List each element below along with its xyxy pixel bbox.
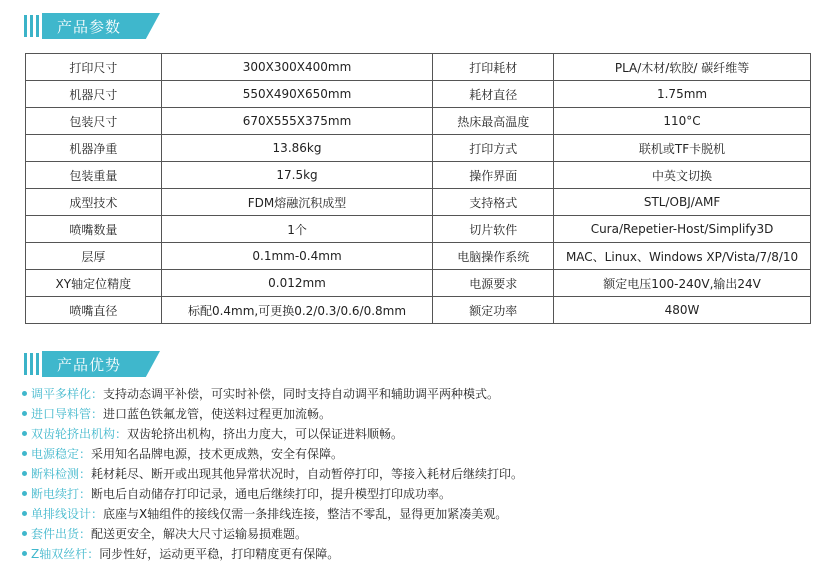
spec-label: 打印方式	[433, 135, 554, 162]
bullet-dot-icon	[22, 451, 27, 456]
spec-label: 机器净重	[26, 135, 162, 162]
feature-description: 双齿轮挤出机构，挤出力度大，可以保证进料顺畅。	[127, 427, 404, 441]
spec-section-title: 产品参数	[57, 18, 122, 36]
spec-label: 打印耗材	[433, 54, 554, 81]
list-item	[22, 484, 812, 504]
feature-description: 底座与X轴组件的接线仅需一条排线连接，整洁不零乱，显得更加紧凑美观。	[103, 507, 508, 521]
list-item	[22, 384, 812, 404]
header-bars-decoration	[24, 15, 44, 37]
spec-label: 热床最高温度	[433, 108, 554, 135]
feature-name: 双齿轮挤出机构：	[31, 427, 128, 441]
spec-value: 1个	[161, 216, 433, 243]
list-item	[22, 544, 812, 564]
spec-table	[25, 53, 811, 324]
spec-value: MAC、Linux、Windows XP/Vista/7/8/10	[554, 243, 811, 270]
spec-label: 打印尺寸	[26, 54, 162, 81]
feature-description: 断电后自动储存打印记录，通电后继续打印，提升模型打印成功率。	[91, 487, 452, 501]
spec-label: 成型技术	[26, 189, 162, 216]
spec-value: 联机或TF卡脱机	[554, 135, 811, 162]
spec-label: 包装尺寸	[26, 108, 162, 135]
spec-label: 切片软件	[433, 216, 554, 243]
table-row	[26, 216, 811, 243]
feature-description: 同步性好，运动更平稳，打印精度更有保障。	[99, 547, 340, 561]
table-row	[26, 243, 811, 270]
list-item	[22, 524, 812, 544]
table-row	[26, 189, 811, 216]
table-row	[26, 108, 811, 135]
bullet-dot-icon	[22, 411, 27, 416]
spec-label: 喷嘴直径	[26, 297, 162, 324]
bullet-dot-icon	[22, 511, 27, 516]
spec-label: 操作界面	[433, 162, 554, 189]
feature-description: 进口蓝色铁氟龙管，使送料过程更加流畅。	[103, 407, 332, 421]
spec-value: 0.1mm-0.4mm	[161, 243, 433, 270]
spec-value: 110°C	[554, 108, 811, 135]
spec-value: STL/OBJ/AMF	[554, 189, 811, 216]
table-row	[26, 135, 811, 162]
bullet-dot-icon	[22, 491, 27, 496]
feature-name: 单排线设计：	[31, 507, 104, 521]
list-item	[22, 444, 812, 464]
table-row	[26, 270, 811, 297]
feature-name: Z轴双丝杆：	[31, 547, 100, 561]
spec-value: 17.5kg	[161, 162, 433, 189]
spec-value: 0.012mm	[161, 270, 433, 297]
list-item	[22, 504, 812, 524]
list-item	[22, 404, 812, 424]
spec-label: 支持格式	[433, 189, 554, 216]
feature-name: 断料检测：	[31, 467, 92, 481]
spec-label: 层厚	[26, 243, 162, 270]
spec-label: 耗材直径	[433, 81, 554, 108]
feature-description: 采用知名品牌电源，技术更成熟，安全有保障。	[91, 447, 344, 461]
feature-description: 耗材耗尽、断开或出现其他异常状况时，自动暂停打印，等接入耗材后继续打印。	[91, 467, 524, 481]
list-item	[22, 464, 812, 484]
feature-name: 调平多样化：	[31, 387, 104, 401]
feature-name: 断电续打：	[31, 487, 92, 501]
feature-description: 配送更安全，解决大尺寸运输易损难题。	[91, 527, 308, 541]
spec-label: 电脑操作系统	[433, 243, 554, 270]
spec-value: 13.86kg	[161, 135, 433, 162]
bullet-dot-icon	[22, 551, 27, 556]
feature-name: 套件出货：	[31, 527, 92, 541]
spec-section-header	[24, 13, 164, 39]
feature-name: 进口导料管：	[31, 407, 104, 421]
bullet-dot-icon	[22, 431, 27, 436]
bullet-dot-icon	[22, 471, 27, 476]
spec-value: 1.75mm	[554, 81, 811, 108]
table-row	[26, 297, 811, 324]
bullet-dot-icon	[22, 531, 27, 536]
spec-label: 机器尺寸	[26, 81, 162, 108]
spec-label: 电源要求	[433, 270, 554, 297]
spec-value: 550X490X650mm	[161, 81, 433, 108]
features-list	[22, 384, 812, 564]
spec-value: 480W	[554, 297, 811, 324]
feature-name: 电源稳定：	[31, 447, 92, 461]
feature-description: 支持动态调平补偿，可实时补偿，同时支持自动调平和辅助调平两种模式。	[103, 387, 500, 401]
header-bars-decoration	[24, 353, 44, 375]
table-row	[26, 81, 811, 108]
spec-value: 标配0.4mm,可更换0.2/0.3/0.6/0.8mm	[161, 297, 433, 324]
spec-value: 中英文切换	[554, 162, 811, 189]
spec-label: 喷嘴数量	[26, 216, 162, 243]
spec-value: FDM熔融沉积成型	[161, 189, 433, 216]
spec-value: 300X300X400mm	[161, 54, 433, 81]
spec-value: 670X555X375mm	[161, 108, 433, 135]
spec-label: 包装重量	[26, 162, 162, 189]
features-section-title: 产品优势	[57, 356, 122, 374]
table-row	[26, 162, 811, 189]
list-item	[22, 424, 812, 444]
features-section-header	[24, 351, 164, 377]
table-row	[26, 54, 811, 81]
spec-label: 额定功率	[433, 297, 554, 324]
spec-table-body	[26, 54, 811, 324]
spec-value: PLA/木材/软胶/ 碳纤维等	[554, 54, 811, 81]
bullet-dot-icon	[22, 391, 27, 396]
spec-value: 额定电压100-240V,输出24V	[554, 270, 811, 297]
spec-value: Cura/Repetier-Host/Simplify3D	[554, 216, 811, 243]
spec-label: XY轴定位精度	[26, 270, 162, 297]
